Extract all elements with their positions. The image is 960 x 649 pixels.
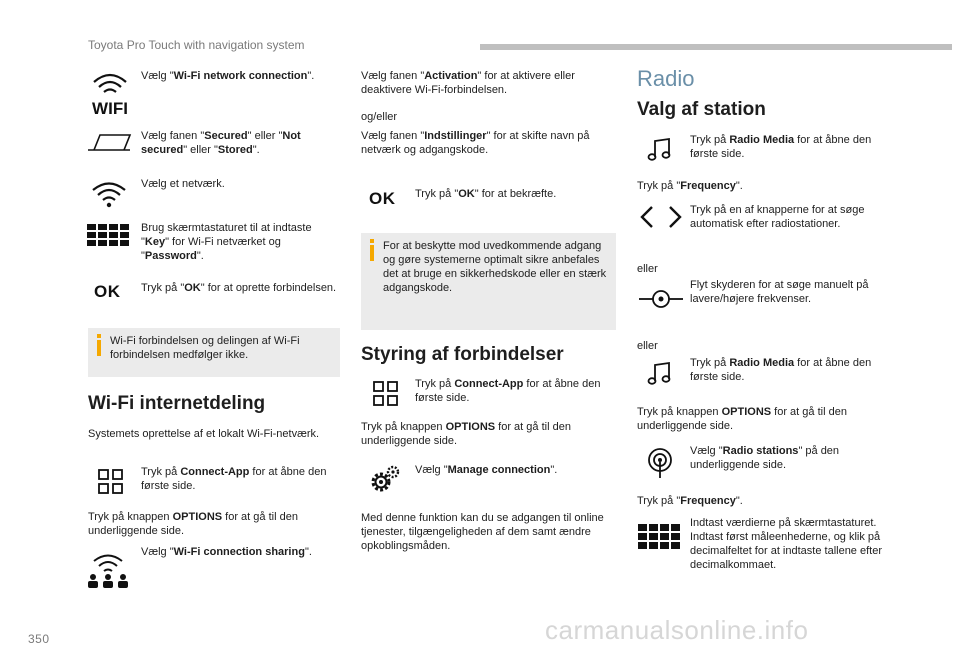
radio-station-icon — [645, 447, 675, 479]
wifi-signal-icon — [89, 180, 129, 208]
watermark: carmanualsonline.info — [545, 615, 809, 645]
radio-stations-step: Vælg "Radio stations" på den underliggende side. — [690, 445, 840, 471]
info-icon — [96, 334, 102, 356]
seek-arrows-icon — [638, 205, 684, 229]
seek-step: Tryk på en af knapperne for at søge automatisk efter radiostationer. — [690, 204, 865, 230]
security-info-text: For at beskytte mod uvedkommende adgang og gøre systemerne optimalt sikre anbefales det at bruge en sikkerhedskode eller en stærk adgangskode. — [383, 240, 607, 294]
settings-step: Vælg fanen "Indstillinger" for at skifte navn på netværk og adgangskode. — [361, 130, 590, 156]
ok-step: Tryk på "OK" for at oprette forbindelsen. — [141, 282, 337, 294]
ok-icon: OK — [369, 189, 396, 208]
activation-step: Vælg fanen "Activation" for at aktivere eller deaktivere Wi-Fi-forbindelsen. — [361, 70, 575, 96]
music-note-icon — [647, 137, 673, 163]
slider-step: Flyt skyderen for at søge manuelt på lavere/højere frekvenser. — [690, 279, 869, 305]
connect-app-step-2: Tryk på Connect-App for at åbne den første side. — [415, 378, 601, 404]
connect-app-step: Tryk på Connect-App for at åbne den første side. — [141, 466, 327, 492]
info-icon — [369, 239, 375, 261]
manage-description: Med denne funktion kan du se adgangen til online tjenester, tilgængeligheden af dem samt ændre opkoblingsmåden. — [361, 512, 604, 552]
tab-icon — [86, 132, 132, 152]
wifi-icon — [88, 70, 132, 116]
keyboard-icon — [87, 224, 129, 246]
section-title-station: Valg af station — [637, 99, 766, 120]
svg-text:WIFI: WIFI — [92, 99, 128, 116]
frequency-step: Tryk på "Frequency". — [637, 180, 743, 192]
frequency-step-2: Tryk på "Frequency". — [637, 495, 743, 507]
connect-app-icon — [98, 469, 124, 495]
keyboard-entry-line-1: Indtast værdierne på skærmtastaturet. — [690, 517, 877, 529]
keyboard-entry-step — [690, 516, 890, 572]
section-intro: Systemets oprettelse af et lokalt Wi-Fi-netværk. — [88, 428, 320, 440]
secured-tab-step: Vælg fanen "Secured" eller "Not secured" eller "Stored". — [141, 130, 301, 156]
running-header: Toyota Pro Touch with navigation system — [88, 38, 305, 52]
options-step-2: Tryk på knappen OPTIONS for at gå til den underliggende side. — [361, 421, 571, 447]
header-rule — [480, 44, 952, 50]
manage-connection-step: Vælg "Manage connection". — [415, 464, 558, 476]
page-title-radio: Radio — [637, 66, 695, 91]
keyboard-icon — [638, 524, 680, 550]
connect-app-icon — [373, 381, 399, 407]
info-text: Wi-Fi forbindelsen og delingen af Wi-Fi forbindelsen medfølger ikke. — [110, 335, 300, 361]
wifi-network-step: Vælg "Wi-Fi network connection". — [141, 70, 315, 82]
wifi-sharing-step: Vælg "Wi-Fi connection sharing". — [141, 546, 312, 558]
section-title-manage-connections: Styring af forbindelser — [361, 344, 564, 365]
wifi-sharing-icon — [86, 552, 130, 588]
page-number: 350 — [28, 632, 50, 646]
radio-media-step-2: Tryk på Radio Media for at åbne den første side. — [690, 357, 872, 383]
or-text: eller — [637, 263, 658, 275]
and-or-text: og/eller — [361, 111, 398, 123]
info-box — [88, 328, 340, 377]
options-step: Tryk på knappen OPTIONS for at gå til den underliggende side. — [88, 511, 298, 537]
keyboard-step: Brug skærmtastaturet til at indtaste "Key" for Wi-Fi netværket og "Password". — [141, 222, 312, 262]
keyboard-entry-line-2: Indtast først måleenhederne, og klik på decimalfeltet for at indtaste tallene efter decimalkommaet. — [690, 531, 882, 571]
or-text-2: eller — [637, 340, 658, 352]
section-title-wifi-sharing: Wi-Fi internetdeling — [88, 393, 266, 414]
select-network-step: Vælg et netværk. — [141, 178, 225, 190]
options-step-3: Tryk på knappen OPTIONS for at gå til den underliggende side. — [637, 406, 847, 432]
ok-confirm-step: Tryk på "OK" for at bekræfte. — [415, 188, 557, 200]
security-info-box — [361, 233, 616, 330]
frequency-slider-icon — [637, 287, 685, 311]
gear-icon — [369, 464, 401, 496]
radio-media-step: Tryk på Radio Media for at åbne den første side. — [690, 134, 872, 160]
music-note-icon — [647, 361, 673, 387]
ok-icon: OK — [94, 282, 121, 301]
